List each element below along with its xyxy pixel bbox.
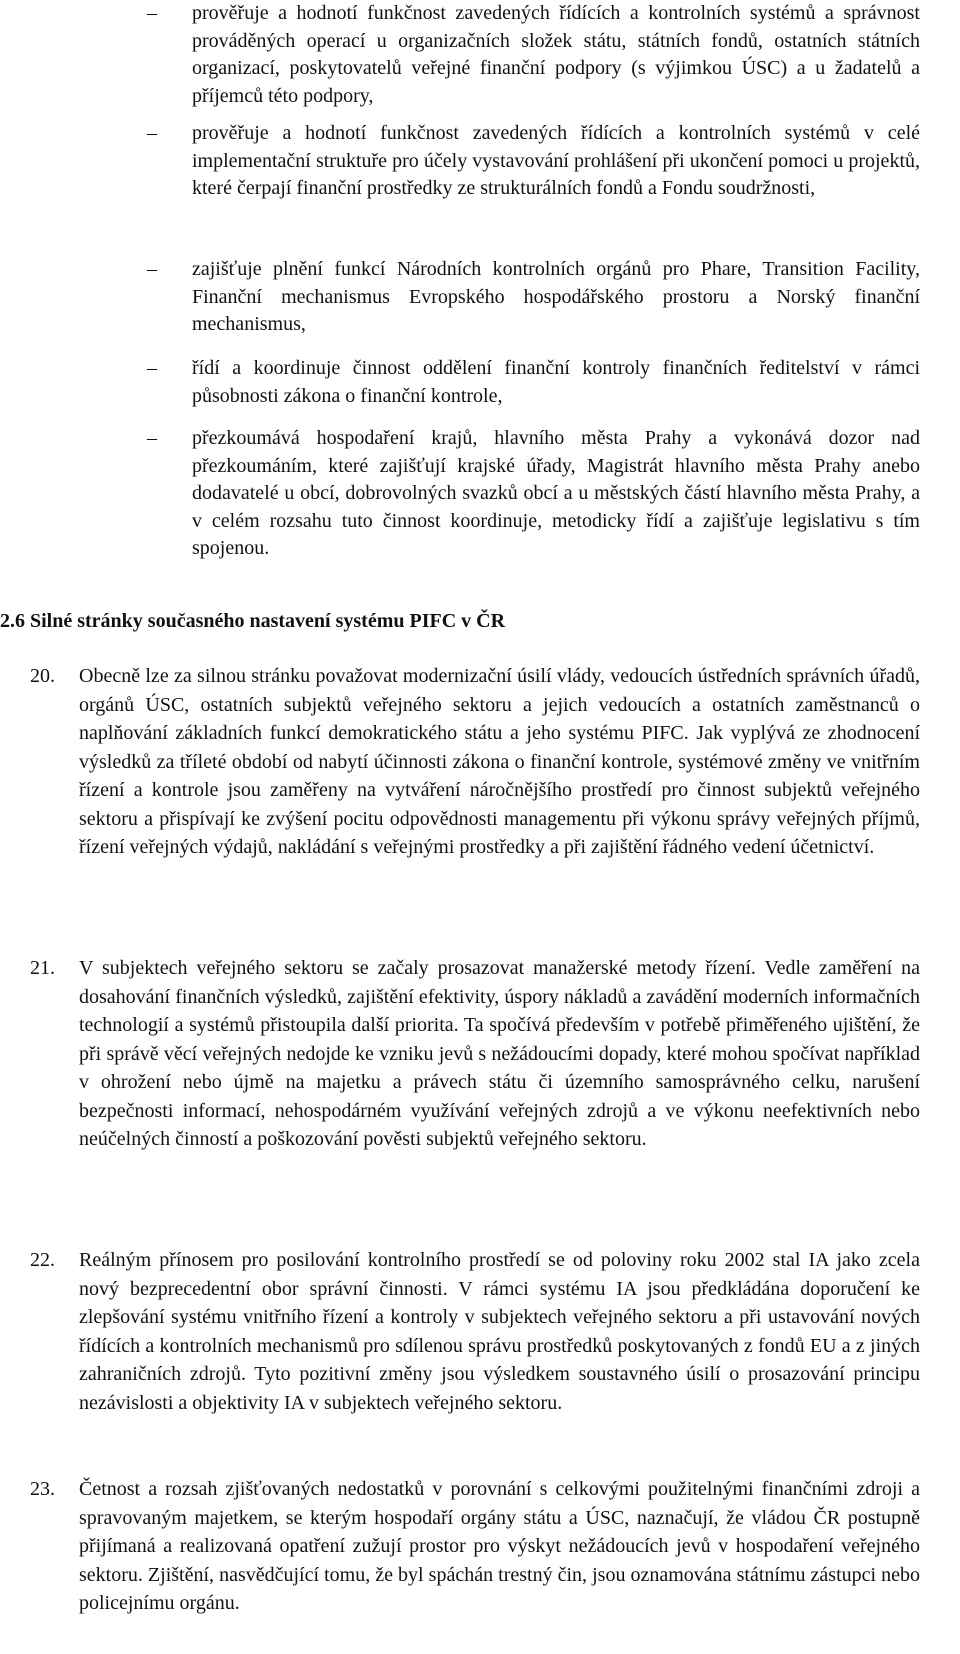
paragraph-text: Reálným přínosem pro posilování kontrolního prostředí se od poloviny roku 2002 stal IA jako zcela nový bezprecedentní obor správní činnosti. V rámci systému IA jsou předkládána doporučení ke zlepšování systému vnitřního řízení a kontroly v subjektech veřejného sektoru a při ustavování nových řídících a kontrolních mechanismů pro sdílenou správu prostředků poskytovaných z fondů EU a z jiných zahraničních zdrojů. Tyto pozitivní změny jsou výsledkem soustavného úsilí o prosazování principu nezávislosti a objektivity IA v subjektech veřejného sektoru. (79, 1249, 920, 1414)
bullet-text: zajišťuje plnění funkcí Národních kontrolních orgánů pro Phare, Transition Facility, Finanční mechanismus Evropského hospodářského prostoru a Norský finanční mechanismus, (192, 258, 920, 335)
paragraph-number: 22. (30, 1249, 55, 1271)
bullet-text: prověřuje a hodnotí funkčnost zavedených řídících a kontrolních systémů a správnost prováděných operací u organizačních složek státu, státních fondů, ostatních státních organizací, poskytovatelů veřejné finanční podpory (s výjimkou ÚSC) a u žadatelů a příjemců této podpory, (192, 2, 920, 107)
paragraph-number: 21. (30, 957, 55, 979)
bullet-dash: – (147, 2, 157, 24)
bullet-item (147, 256, 920, 339)
paragraph-text: Četnost a rozsah zjišťovaných nedostatků v porovnání s celkovými použitelnými finančními zdroji a spravovaným majetkem, se kterým hospodaří orgány státu a ÚSC, naznačují, že vládou ČR postupně přijímaná a realizovaná opatření zužují prostor pro výskyt nežádoucích jevů v hospodaření veřejného sektoru. Zjištění, nasvědčující tomu, že byl spáchán trestný čin, jsou oznamována státnímu zástupci nebo policejnímu orgánu. (79, 1478, 920, 1614)
numbered-paragraph (30, 954, 920, 1154)
bullet-text: prověřuje a hodnotí funkčnost zavedených řídících a kontrolních systémů v celé implementační struktuře pro účely vystavování prohlášení při ukončení pomoci u projektů, které čerpají finanční prostředky ze strukturálních fondů a Fondu soudržnosti, (192, 122, 920, 199)
section-heading: 2.6 Silné stránky současného nastavení systému PIFC v ČR (0, 610, 506, 632)
numbered-paragraph (30, 1246, 920, 1417)
bullet-item (147, 0, 920, 110)
bullet-text: přezkoumává hospodaření krajů, hlavního města Prahy a vykonává dozor nad přezkoumáním, které zajišťují krajské úřady, Magistrát hlavního města Prahy anebo dodavatelé u obcí, dobrovolných svazků obcí a u městských částí hlavního města Prahy, a v celém rozsahu tuto činnost koordinuje, metodicky řídí a zajišťuje legislativu s tím spojenou. (192, 427, 920, 559)
bullet-dash: – (147, 122, 157, 144)
bullet-item (147, 120, 920, 203)
bullet-dash: – (147, 258, 157, 280)
bullet-item (147, 425, 920, 563)
bullet-item (147, 355, 920, 410)
numbered-paragraph (30, 1475, 920, 1618)
bullet-dash: – (147, 427, 157, 449)
numbered-paragraph (30, 662, 920, 862)
paragraph-text: V subjektech veřejného sektoru se začaly prosazovat manažerské metody řízení. Vedle zaměření na dosahování finančních výsledků, zajištění efektivity, úspory nákladů a zavádění moderních informačních technologií a systémů přistoupila další priorita. Ta spočívá především v potřebě přiměřeného ujištění, že při správě věcí veřejných nedojde ke vzniku jevů s nežádoucími dopady, které mohou spočívat například v ohrožení nebo újmě na majetku a právech státu či územního samosprávného celku, narušení bezpečnosti informací, nehospodárném využívání veřejných zdrojů a ve výkonu neefektivních nebo neúčelných činností a poškozování pověsti subjektů veřejného sektoru. (79, 957, 920, 1150)
bullet-text: řídí a koordinuje činnost oddělení finanční kontroly finančních ředitelství v rámci působnosti zákona o finanční kontrole, (192, 357, 920, 407)
bullet-dash: – (147, 357, 157, 379)
paragraph-number: 23. (30, 1478, 55, 1500)
paragraph-number: 20. (30, 665, 55, 687)
paragraph-text: Obecně lze za silnou stránku považovat modernizační úsilí vlády, vedoucích ústředních správních úřadů, orgánů ÚSC, ostatních subjektů veřejného sektoru a jejich vedoucích a ostatních zaměstnanců o naplňování základních funkcí demokratického státu a jeho systému PIFC. Jak vyplývá ze zhodnocení výsledků za tříleté období od nabytí účinnosti zákona o finanční kontrole, systémové změny ve vnitřním řízení a kontrole jsou zaměřeny na vytváření náročnějšího prostředí pro činnost subjektů veřejného sektoru a přispívají ke zvýšení pocitu odpovědnosti managementu při výkonu správy veřejných příjmů, řízení veřejných výdajů, nakládání s veřejnými prostředky a při zajištění řádného vedení účetnictví. (79, 665, 920, 858)
